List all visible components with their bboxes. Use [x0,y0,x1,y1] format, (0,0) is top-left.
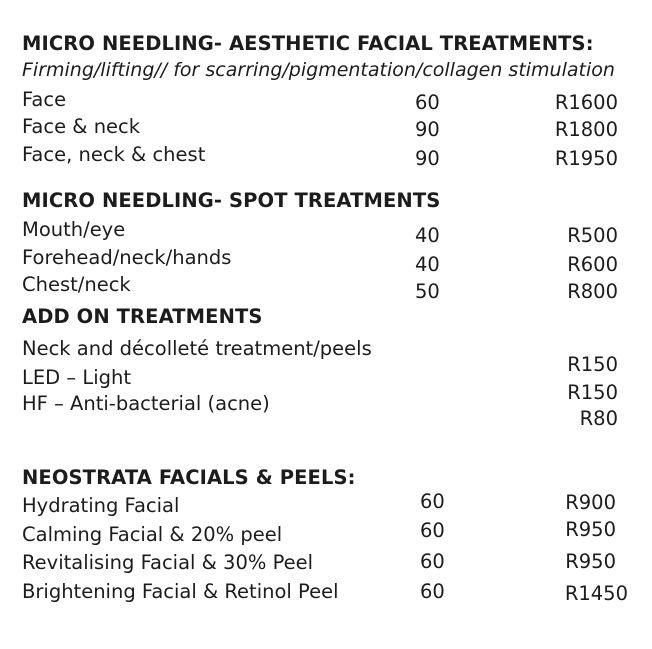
item-name: Revitalising Facial & 30% Peel [22,551,314,574]
item-minutes: 90 [415,147,440,170]
item-minutes: 60 [420,519,445,542]
item-price: R800 [567,280,618,303]
item-price: R500 [567,224,618,247]
item-price: R600 [567,253,618,276]
item-minutes: 60 [415,91,440,114]
item-name: Face & neck [22,115,141,138]
item-price: R950 [565,550,616,573]
item-minutes: 60 [420,550,445,573]
item-name: Brightening Facial & Retinol Peel [22,580,339,603]
item-name: Calming Facial & 20% peel [22,523,283,546]
item-name: Hydrating Facial [22,494,180,517]
section-heading-addon: ADD ON TREATMENTS [22,305,263,328]
section-heading-aesthetic: MICRO NEEDLING- AESTHETIC FACIAL TREATMENTS: [22,32,594,55]
item-minutes: 90 [415,118,440,141]
item-minutes: 40 [415,253,440,276]
item-name: Forehead/neck/hands [22,246,232,269]
item-price: R1800 [554,118,618,141]
item-name: Mouth/eye [22,218,126,241]
item-name: LED – Light [22,366,132,389]
item-name: Face [22,88,67,111]
item-price: R950 [565,518,616,541]
item-minutes: 50 [415,280,440,303]
item-price: R80 [579,407,618,430]
section-heading-spot: MICRO NEEDLING- SPOT TREATMENTS [22,189,441,212]
section-heading-neostrata: NEOSTRATA FACIALS & PEELS: [22,466,356,489]
item-minutes: 60 [420,490,445,513]
item-name: Chest/neck [22,273,131,296]
item-name: HF – Anti-bacterial (acne) [22,392,270,415]
item-price: R900 [565,491,616,514]
item-price: R1600 [554,91,618,114]
section-subheading-aesthetic: Firming/lifting// for scarring/pigmentation/collagen stimulation [22,59,615,81]
item-name: Face, neck & chest [22,143,206,166]
item-price: R150 [567,381,618,404]
item-minutes: 60 [420,580,445,603]
item-price: R150 [567,353,618,376]
item-name: Neck and décolleté treatment/peels [22,337,372,360]
item-minutes: 40 [415,224,440,247]
item-price: R1450 [564,582,628,605]
item-price: R1950 [554,147,618,170]
